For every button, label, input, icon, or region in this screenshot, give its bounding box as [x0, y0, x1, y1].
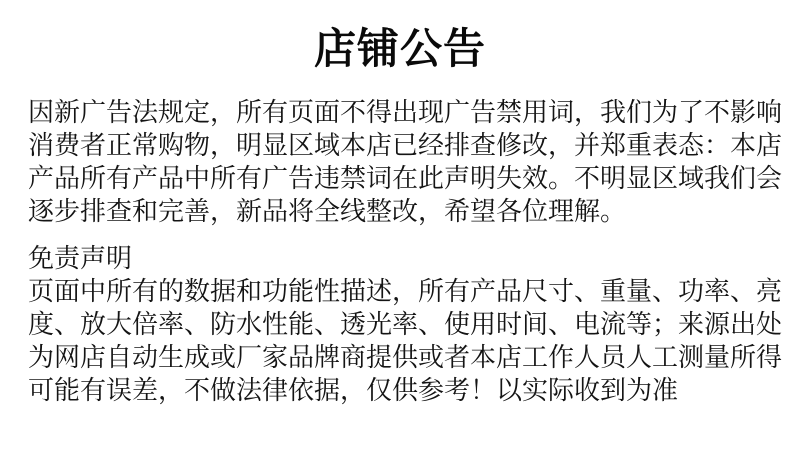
announcement-line-4: 逐步排查和完善，新品将全线整改，希望各位理解。 — [28, 196, 627, 226]
announcement-line-1: 因新广告法规定，所有页面不得出现广告禁用词，我们为了不影响 — [28, 97, 783, 127]
disclaimer-line-3: 为网店自动生成或厂家品牌商提供或者本店工作人员人工测量所得 — [28, 342, 783, 372]
announcement-line-3: 产品所有产品中所有广告违禁词在此声明失效。不明显区域我们会 — [28, 163, 783, 193]
disclaimer-line-4: 可能有误差，不做法律依据，仅供参考！以实际收到为准 — [28, 375, 679, 405]
page-title: 店铺公告 — [313, 25, 486, 72]
disclaimer-line-2: 度、放大倍率、防水性能、透光率、使用时间、电流等；来源出处 — [28, 309, 783, 339]
disclaimer-heading: 免责声明 — [28, 243, 133, 273]
announcement-paragraph — [28, 96, 783, 228]
store-announcement-page — [0, 26, 800, 472]
announcement-line-2: 消费者正常购物，明显区域本店已经排查修改，并郑重表态：本店 — [28, 130, 783, 160]
disclaimer-section — [28, 242, 783, 407]
disclaimer-line-1: 页面中所有的数据和功能性描述，所有产品尺寸、重量、功率、亮 — [28, 276, 783, 306]
